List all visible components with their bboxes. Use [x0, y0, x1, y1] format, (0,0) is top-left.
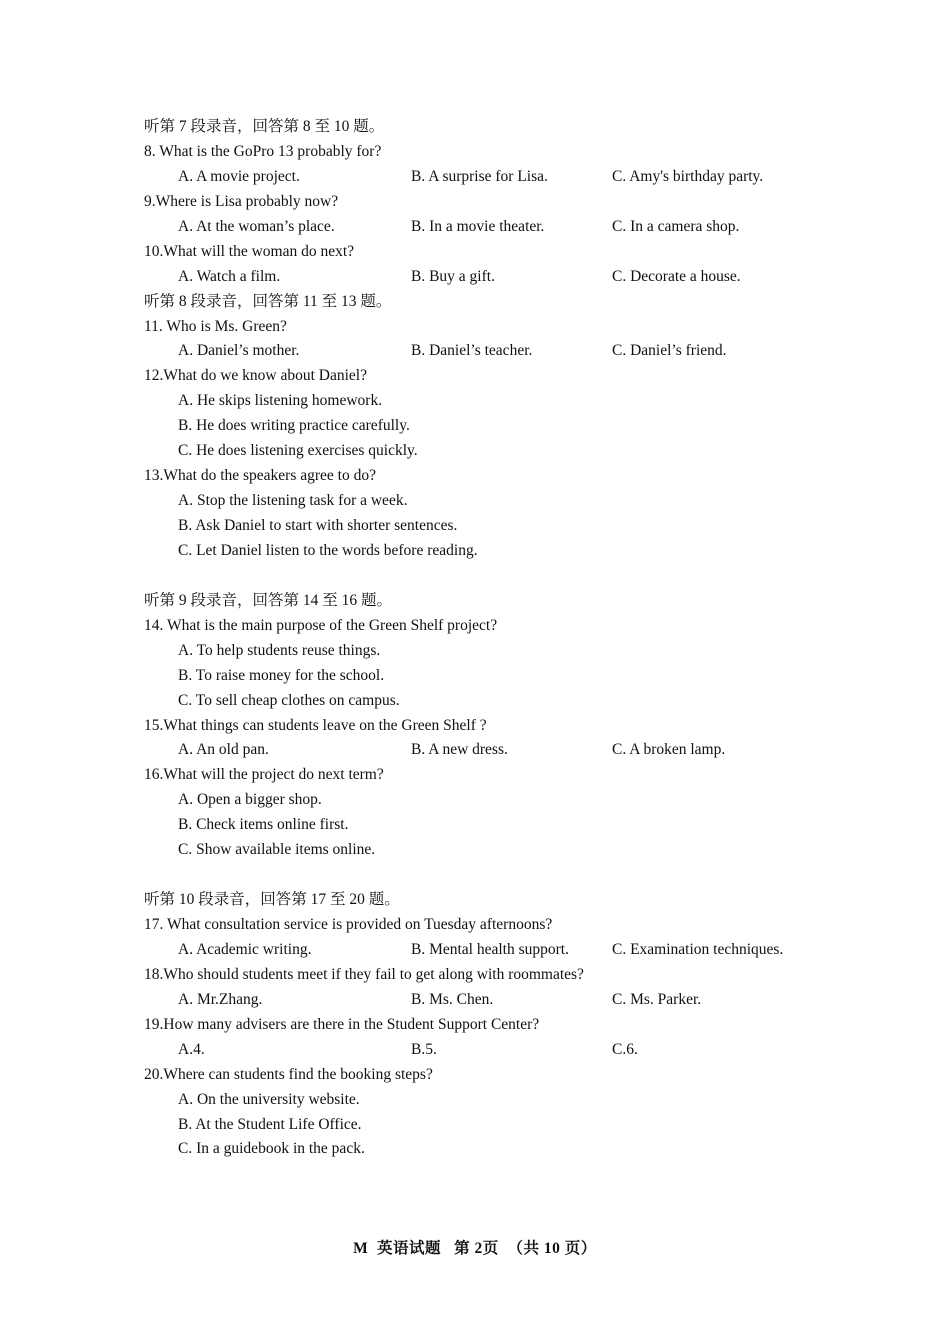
answer-option: A. Mr.Zhang.: [178, 990, 263, 1008]
answer-option: B. A surprise for Lisa.: [411, 167, 548, 185]
question-stem: 17. What consultation service is provided on Tuesday afternoons?: [144, 916, 553, 933]
question-stem: 16.What will the project do next term?: [144, 766, 384, 784]
answer-option: B.5.: [411, 1040, 437, 1058]
question-stem: 12.What do we know about Daniel?: [144, 367, 367, 385]
section-heading: 听第 9 段录音，回答第 14 至 16 题。: [144, 591, 393, 609]
answer-option: B. Ask Daniel to start with shorter sentences.: [178, 517, 458, 534]
question-stem: 19.How many advisers are there in the Student Support Center?: [144, 1015, 540, 1033]
answer-option: B. Mental health support.: [411, 940, 569, 958]
question-stem: 9.Where is Lisa probably now?: [144, 192, 339, 210]
answer-option: B. Ms. Chen.: [411, 990, 494, 1008]
answer-option: C.6.: [612, 1040, 638, 1058]
answer-option: C. Daniel’s friend.: [612, 342, 727, 360]
answer-option: A. To help students reuse things.: [178, 641, 381, 659]
answer-option: C. Ms. Parker.: [612, 990, 702, 1008]
answer-option: B. He does writing practice carefully.: [178, 417, 410, 435]
answer-option: C. In a camera shop.: [612, 217, 740, 235]
answer-option: C. To sell cheap clothes on campus.: [178, 691, 400, 709]
answer-option: A. Daniel’s mother.: [178, 342, 300, 360]
answer-option: A. Open a bigger shop.: [178, 791, 322, 809]
question-stem: 8. What is the GoPro 13 probably for?: [144, 142, 382, 160]
question-stem: 14. What is the main purpose of the Green Shelf project?: [144, 616, 498, 634]
question-stem: 10.What will the woman do next?: [144, 242, 355, 260]
options-row: [144, 265, 834, 290]
options-row: [144, 339, 834, 364]
section-heading: 听第 10 段录音，回答第 17 至 20 题。: [144, 891, 400, 909]
question-stem: 15.What things can students leave on the Green Shelf ?: [144, 716, 487, 734]
question-stem: 13.What do the speakers agree to do?: [144, 467, 376, 485]
answer-option: C. Decorate a house.: [612, 267, 741, 285]
options-row: [144, 938, 834, 963]
section-spacer: [144, 863, 834, 888]
section-heading: 听第 7 段录音，回答第 8 至 10 题。: [144, 118, 385, 135]
question-stem: 18.Who should students meet if they fail to get along with roommates?: [144, 965, 584, 983]
answer-option: B. At the Student Life Office.: [178, 1115, 362, 1133]
options-row: [144, 988, 834, 1013]
answer-option: A. On the university website.: [178, 1090, 360, 1108]
answer-option: C. In a guidebook in the pack.: [178, 1140, 365, 1158]
answer-option: C. Amy's birthday party.: [612, 167, 764, 185]
options-row: [144, 1038, 834, 1063]
answer-option: B. Daniel’s teacher.: [411, 342, 533, 360]
footer-text: M 英语试题 第 2页 （共 10 页）: [353, 1240, 597, 1257]
page-footer: [0, 1236, 950, 1258]
question-stem: 20.Where can students find the booking steps?: [144, 1065, 433, 1083]
answer-option: A. Stop the listening task for a week.: [178, 492, 408, 510]
answer-option: C. He does listening exercises quickly.: [178, 442, 418, 460]
answer-option: A. An old pan.: [178, 741, 269, 759]
answer-option: B. Buy a gift.: [411, 267, 495, 285]
question-list: [144, 115, 834, 1162]
section-spacer: [144, 564, 834, 589]
options-row: [144, 215, 834, 240]
answer-option: B. Check items online first.: [178, 816, 349, 834]
section-heading: 听第 8 段录音，回答第 11 至 13 题。: [144, 292, 392, 310]
answer-option: A. At the woman’s place.: [178, 217, 335, 235]
answer-option: A.4.: [178, 1040, 205, 1058]
answer-option: C. Examination techniques.: [612, 940, 784, 958]
options-row: [144, 165, 834, 190]
options-row: [144, 738, 834, 763]
answer-option: A. He skips listening homework.: [178, 392, 383, 410]
question-stem: 11. Who is Ms. Green?: [144, 317, 287, 335]
answer-option: B. A new dress.: [411, 741, 508, 759]
answer-option: B. In a movie theater.: [411, 217, 545, 235]
answer-option: C. A broken lamp.: [612, 741, 726, 759]
answer-option: B. To raise money for the school.: [178, 666, 385, 684]
answer-option: A. Watch a film.: [178, 267, 281, 285]
answer-option: A. Academic writing.: [178, 940, 312, 958]
answer-option: A. A movie project.: [178, 167, 300, 185]
answer-option: C. Let Daniel listen to the words before reading.: [178, 541, 478, 559]
answer-option: C. Show available items online.: [178, 841, 376, 859]
